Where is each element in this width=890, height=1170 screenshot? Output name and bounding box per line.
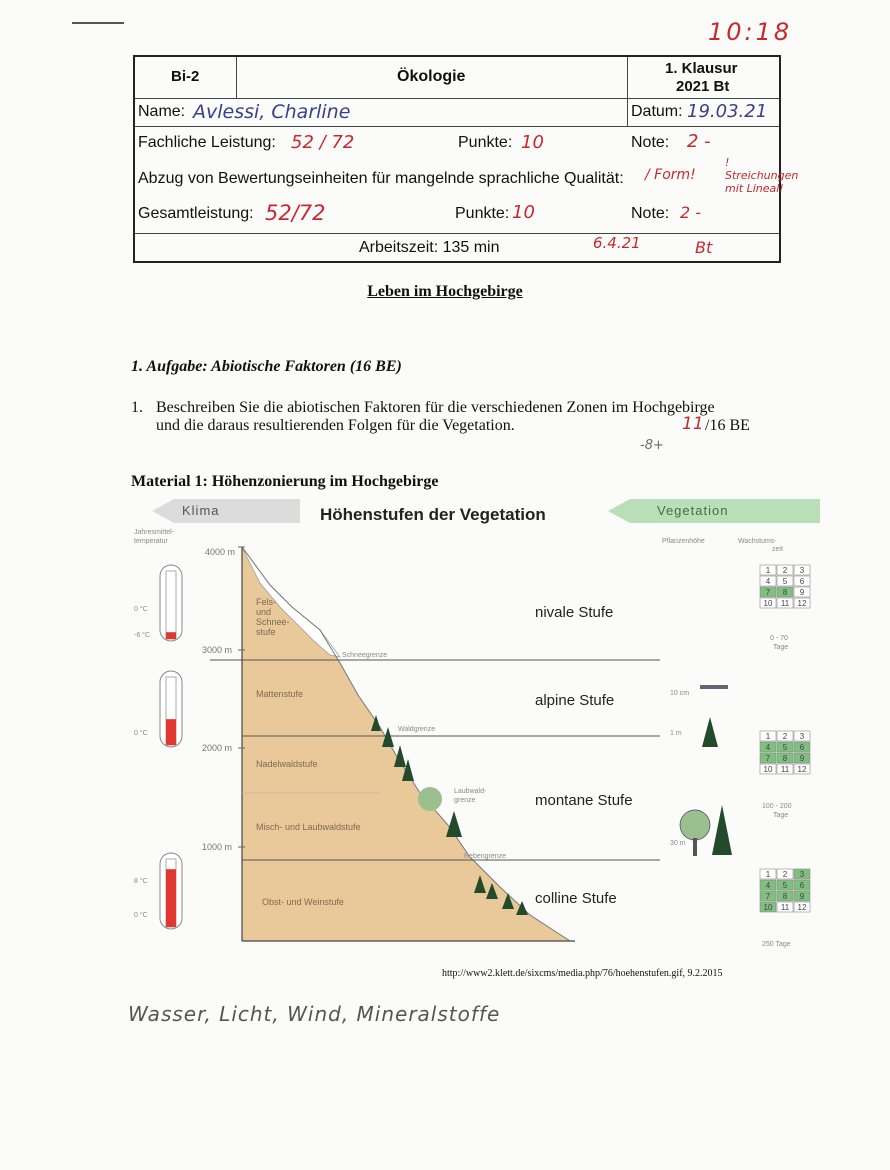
scan-mark (72, 22, 124, 24)
temp-0c-1: 0 °C (134, 606, 148, 613)
month-label: 11 (780, 599, 790, 608)
month-label: 4 (765, 577, 771, 586)
right-sub-2: Wachstums- (738, 538, 777, 545)
name-value: Avlessi, Charline (193, 101, 351, 123)
punkte2-label: Punkte: (455, 205, 510, 222)
zone-nadel: Nadelwaldstufe (256, 759, 318, 769)
stufe-nival: nivale Stufe (535, 604, 614, 621)
temp-0c-3: 0 °C (134, 912, 148, 919)
thermometer-fill (166, 719, 176, 745)
month-label: 5 (782, 881, 788, 890)
header-row-3 (135, 126, 779, 156)
stufe-alpin: alpine Stufe (535, 692, 615, 709)
banner-vegetation: Vegetation (657, 503, 729, 518)
date-value: 19.03.21 (687, 101, 768, 122)
sign-date: 6.4.21 (593, 234, 641, 252)
right-sub-3: zeit (772, 546, 783, 553)
month-label: 8 (782, 892, 788, 901)
temp-6c: -6 °C (134, 632, 151, 639)
zone-fels-2: und (256, 607, 272, 617)
month-label: 12 (797, 765, 807, 774)
right-sub-1: Pflanzenhöhe (662, 538, 705, 545)
fachliche-value: 52 / 72 (291, 132, 355, 153)
temp-0c-2: 0 °C (134, 730, 148, 737)
stufe-montan: montane Stufe (535, 792, 633, 809)
note2-label: Note: (631, 205, 670, 222)
month-label: 4 (765, 743, 771, 752)
gesamt-label: Gesamtleistung: (138, 205, 254, 222)
altitude-zonation-diagram (130, 495, 820, 955)
month-label: 6 (799, 743, 805, 752)
header-table (133, 55, 799, 263)
sign-initials: Bt (695, 238, 713, 257)
month-label: 12 (797, 599, 807, 608)
gesamt-value: 52/72 (265, 201, 326, 225)
task-item-number: 1. (131, 399, 143, 416)
month-label: 9 (799, 892, 805, 901)
month-label: 6 (799, 881, 805, 890)
month-label: 2 (782, 870, 788, 879)
month-label: 5 (782, 743, 788, 752)
fachliche-label: Fachliche Leistung: (138, 134, 276, 151)
month-label: 11 (780, 765, 790, 774)
month-label: 1 (765, 566, 771, 575)
thermometer-fill (166, 869, 176, 927)
month-label: 10 (763, 599, 773, 608)
task-item-line-1: Beschreiben Sie die abiotischen Faktoren für die verschiedenen Zonen im Hochgebirge (156, 399, 715, 416)
alt-2000: 2000 m (202, 743, 233, 753)
zone-fels-4: stufe (256, 627, 276, 637)
note-value: 2 - (687, 131, 711, 152)
page-title: Leben im Hochgebirge (367, 283, 523, 300)
abzug-note: ! Streichungen mit Lineal! (725, 156, 799, 195)
header-row-4 (135, 156, 799, 195)
plant-height-10cm: 10 cm (670, 690, 690, 697)
alt-1000: 1000 m (202, 842, 233, 852)
alt-3000: 3000 m (202, 645, 233, 655)
month-label: 7 (765, 754, 771, 763)
task-item-line-2: und die daraus resultierenden Folgen für die Vegetation. (156, 417, 515, 434)
task-heading: 1. Aufgabe: Abiotische Faktoren (16 BE) (131, 358, 402, 375)
month-label: 11 (780, 903, 790, 912)
task-score-handwritten: 11 (682, 414, 704, 434)
banner-klima: Klima (182, 503, 220, 518)
month-label: 8 (782, 588, 788, 597)
task-score-note: -8+ (640, 438, 664, 453)
alt-4000: 4000 m (205, 547, 236, 557)
left-sub-1: Jahresmittel- (134, 529, 175, 536)
task-score-max: /16 BE (705, 417, 750, 434)
abzug-value: / Form! (645, 167, 696, 183)
punkte2-value: 10 (512, 202, 535, 223)
subject-code: Bi-2 (171, 68, 200, 85)
month-label: 10 (763, 903, 773, 912)
plant-height-30m: 30 m (670, 840, 686, 847)
zone-obst: Obst- und Weinstufe (262, 897, 344, 907)
month-label: 3 (799, 732, 805, 741)
stufe-collin: colline Stufe (535, 890, 617, 907)
growth-2: 100 - 200 (762, 803, 792, 810)
limit-laub-2: grenze (454, 797, 476, 804)
zone-matten: Mattenstufe (256, 689, 304, 699)
plant-height-1m: 1 m (670, 730, 682, 737)
name-label: Name: (138, 103, 186, 120)
arbeitszeit: Arbeitszeit: 135 min (359, 239, 500, 256)
month-label: 5 (782, 577, 788, 586)
month-label: 10 (763, 765, 773, 774)
source-citation: http://www2.klett.de/sixcms/media.php/76/hoehenstufen.gif, 9.2.2015 (442, 968, 723, 979)
note-label: Note: (631, 134, 670, 151)
month-label: 12 (797, 903, 807, 912)
header-row-2 (135, 98, 779, 127)
month-label: 7 (765, 892, 771, 901)
growth-3: 250 Tage (762, 941, 791, 948)
month-label: 1 (765, 870, 771, 879)
month-label: 7 (765, 588, 771, 597)
growth-1b: Tage (773, 644, 789, 651)
limit-wald: Waldgrenze (398, 726, 436, 733)
limit-laub-1: Laubwald- (454, 788, 487, 795)
limit-schnee: Schneegrenze (342, 652, 388, 659)
growth-2b: Tage (773, 812, 789, 819)
klima-arrow (152, 499, 300, 523)
right-vegetation (680, 685, 732, 856)
month-label: 1 (765, 732, 771, 741)
growth-1: 0 - 70 (770, 635, 788, 642)
exam-line-2: 2021 Bt (676, 78, 730, 95)
handwritten-time: 10:18 (708, 18, 793, 46)
temp-8c: 8 °C (134, 878, 148, 885)
month-label: 9 (799, 754, 805, 763)
month-label: 8 (782, 754, 788, 763)
growth-grid-colline (760, 869, 810, 912)
handwritten-answer: Wasser, Licht, Wind, Mineralstoffe (128, 1002, 501, 1026)
header-row-1 (135, 57, 779, 99)
zone-fels-3: Schnee- (256, 617, 290, 627)
zone-fels-1: Fels- (256, 597, 276, 607)
month-label: 6 (799, 577, 805, 586)
month-label: 9 (799, 588, 805, 597)
month-label: 3 (799, 566, 805, 575)
abzug-label: Abzug von Bewertungseinheiten für mangelnde sprachliche Qualität: (138, 170, 624, 187)
header-row-6 (135, 233, 779, 263)
material-heading: Material 1: Höhenzonierung im Hochgebirge (131, 473, 439, 490)
limit-reben: Rebengrenze (464, 853, 507, 860)
note2-value: 2 - (680, 203, 702, 222)
exam-line-1: 1. Klausur (665, 60, 738, 77)
punkte-value: 10 (521, 132, 544, 153)
month-label: 2 (782, 732, 788, 741)
subject-title: Ökologie (397, 68, 466, 85)
zone-misch: Misch- und Laubwaldstufe (256, 822, 361, 832)
growth-grid-nival (760, 565, 810, 608)
thermometers (160, 565, 182, 929)
growth-grid-montane (760, 731, 810, 774)
left-sub-2: temperatur (134, 538, 168, 545)
thermometer-tube (166, 571, 176, 639)
diagram-svg (130, 495, 820, 955)
thermometer-fill (166, 632, 176, 639)
banner-center: Höhenstufen der Vegetation (320, 505, 546, 524)
date-label: Datum: (631, 103, 683, 120)
header-row-5 (135, 191, 779, 234)
month-label: 2 (782, 566, 788, 575)
month-label: 4 (765, 881, 771, 890)
punkte-label: Punkte: (458, 134, 513, 151)
month-label: 3 (799, 870, 805, 879)
